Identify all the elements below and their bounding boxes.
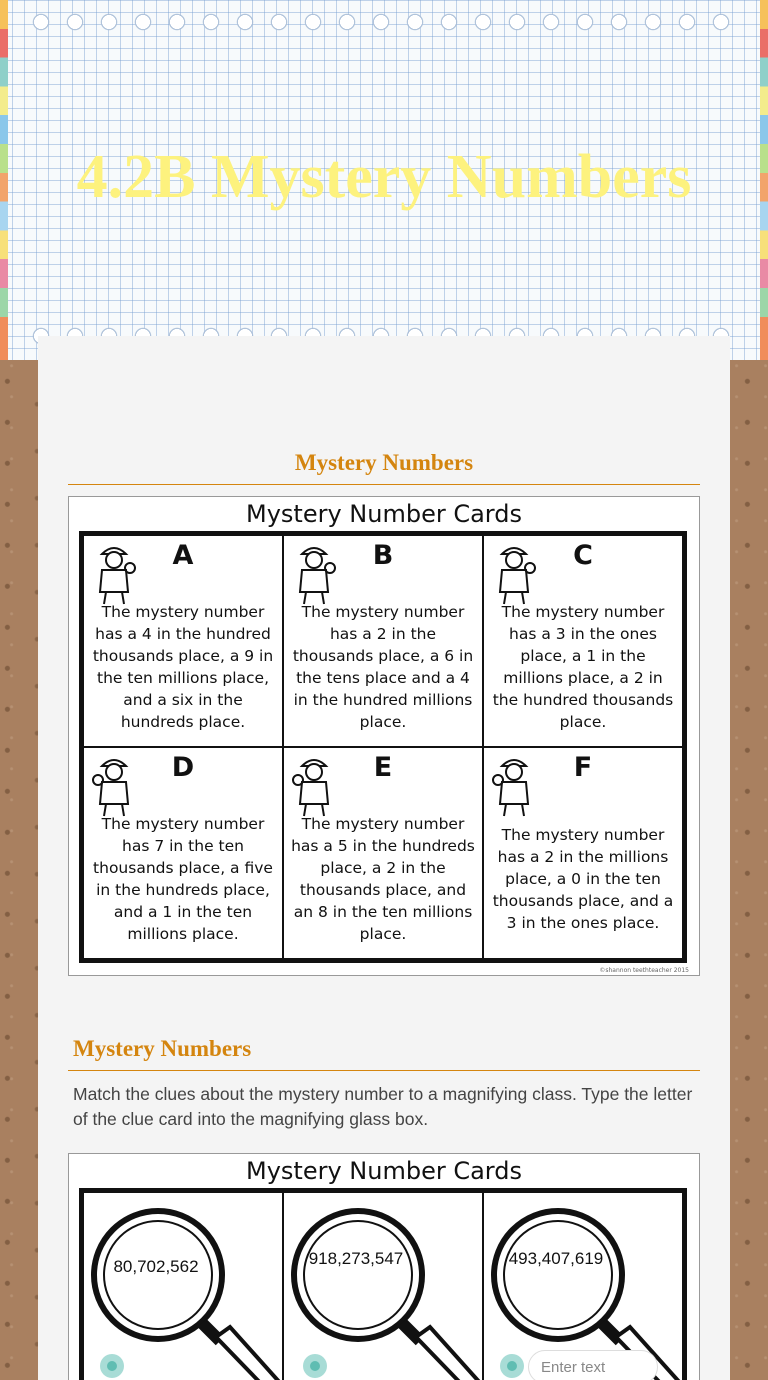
answer-hotspot-2[interactable] — [303, 1354, 327, 1378]
clue-text: The mystery number has a 2 in the thousands place, a 6 in the tens place and a 4 in the hundred millions place. — [292, 603, 474, 731]
clue-card-b — [283, 535, 483, 747]
answer-input[interactable] — [528, 1350, 658, 1380]
clue-card-grid — [79, 531, 687, 963]
clue-text: The mystery number has a 4 in the hundred thousands place, a 9 in the ten millions place, and a six in the hundreds place. — [92, 603, 274, 731]
copyright-note: ©shannon teethteacher 2015 — [599, 967, 689, 974]
answer-hotspot-3[interactable] — [500, 1354, 524, 1378]
clue-text: The mystery number has a 2 in the millions place, a 0 in the ten thousands place, and a 3 in the ones place. — [492, 826, 674, 932]
clue-card-c — [483, 535, 683, 747]
answer-hotspot-1[interactable] — [100, 1354, 124, 1378]
clue-text: The mystery number has a 3 in the ones place, a 1 in the millions place, a 2 in the hundred thousands place. — [492, 603, 674, 731]
section-title-mystery-numbers: Mystery Numbers — [68, 450, 700, 485]
clue-letter: A — [172, 540, 194, 571]
clue-card-d — [83, 747, 283, 959]
magnifier-card-2 — [283, 1192, 483, 1380]
mystery-number: 918,273,547 — [308, 1249, 404, 1268]
instructions-text: Match the clues about the mystery number to a magnifying class. Type the letter of the clue card into the magnifying glass box. — [73, 1084, 693, 1129]
clue-text: The mystery number has a 5 in the hundreds place, a 2 in the thousands place, and an 8 in the ten millions place. — [291, 815, 475, 943]
clue-letter: C — [573, 540, 593, 571]
clue-card-f — [483, 747, 683, 959]
clue-letter: F — [573, 752, 593, 783]
clue-letter: E — [373, 752, 393, 783]
sheet-title: Mystery Number Cards — [246, 500, 522, 528]
clue-text: The mystery number has 7 in the ten thousands place, a five in the hundreds place, and a 1 in the ten millions place. — [93, 815, 273, 943]
magnifying-glass-image — [68, 1153, 700, 1380]
clue-card-e — [283, 747, 483, 959]
page-title: 4.2B Mystery Numbers — [76, 143, 692, 211]
mystery-number: 80,702,562 — [113, 1257, 199, 1276]
page-header — [0, 0, 768, 360]
section-title-mystery-numbers-2: Mystery Numbers — [68, 1036, 700, 1071]
magnifying-glass-icon — [86, 1199, 282, 1380]
clue-letter: B — [372, 540, 394, 571]
worksheet-card — [38, 336, 730, 1380]
clue-letter: D — [171, 752, 195, 783]
clue-card-a — [83, 535, 283, 747]
magnifying-glass-icon — [286, 1199, 482, 1380]
notebook-holes-top — [24, 12, 744, 32]
mystery-number: 493,407,619 — [508, 1249, 604, 1268]
mystery-number-cards-image — [68, 496, 700, 976]
sheet-title-2: Mystery Number Cards — [246, 1157, 522, 1185]
magnifier-card-1 — [83, 1192, 283, 1380]
